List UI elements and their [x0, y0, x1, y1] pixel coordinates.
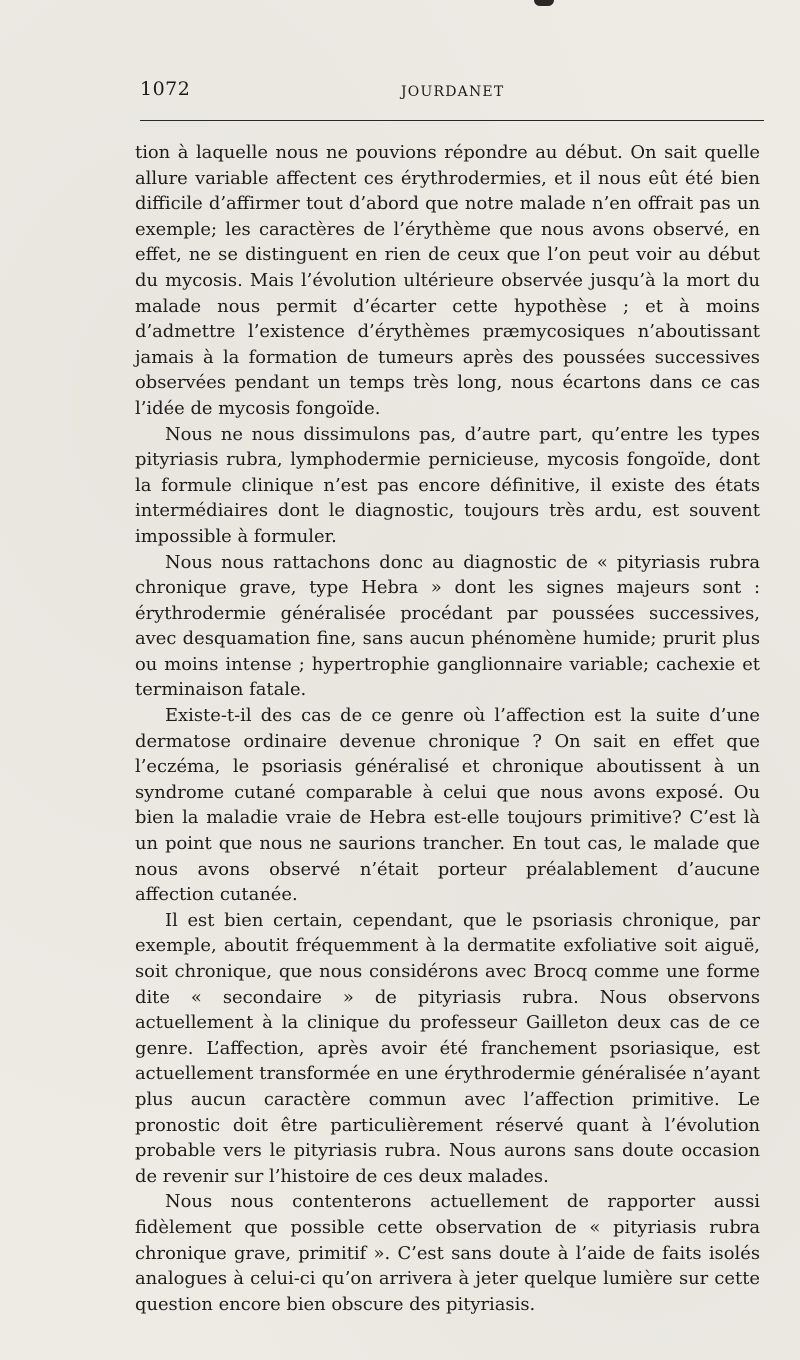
paragraph: Il est bien certain, cependant, que le psoriasis chronique, par exemple, aboutit fréquemment à la dermatite exfoliative soit aiguë, soit chronique, que nous considérons avec Brocq comme une forme dite « secondaire » de pityriasis rubra. Nous observons actuellement à la clinique du professeur Gailleton deux cas de ce genre. L’affection, après avoir été franchement psoriasique, est actuellement transformée en une érythrodermie généralisée n’ayant plus aucun caractère commun avec l’affection primitive. Le pronostic doit être particulièrement réservé quant à l’évolution probable vers le pityriasis rubra. Nous aurons sans doute occasion de revenir sur l’histoire de ces deux malades. — [135, 909, 760, 1187]
paragraph: Nous nous rattachons donc au diagnostic de « pityriasis rubra chronique grave, type Hebra » dont les signes majeurs sont : érythrodermie généralisée procédant par poussées successives, avec desquamation fine, sans aucun phénomène humide; prurit plus ou moins intense ; hypertrophie ganglionnaire variable; cachexie et terminaison fatale. — [135, 551, 760, 701]
paragraph: Existe-t-il des cas de ce genre où l’affection est la suite d’une dermatose ordinaire devenue chronique ? On sait en effet que l’eczéma, le psoriasis généralisé et chronique aboutissent à un syndrome cutané comparable à celui que nous avons exposé. Ou bien la maladie vraie de Hebra est-elle toujours primitive? C’est là un point que nous ne saurions trancher. En tout cas, le malade que nous avons observé n’était porteur préalablement d’aucune affection cutanée. — [135, 705, 760, 906]
paragraph: Nous nous contenterons actuellement de rapporter aussi fidèlement que possible cette observation de « pityriasis rubra chronique grave, primitif ». C’est sans doute à l’aide de faits isolés analogues à celui-ci qu’on arrivera à jeter quelque lumière sur cette question encore bien obscure des pityriasis. — [135, 1191, 760, 1315]
header-rule — [140, 120, 764, 121]
page-header — [140, 78, 762, 106]
paragraph: Nous ne nous dissimulons pas, d’autre part, qu’entre les types pityriasis rubra, lymphodermie pernicieuse, mycosis fongoïde, dont la formule clinique n’est pas encore définitive, il existe des états intermédiaires dont le diagnostic, toujours très ardu, est souvent impossible à formuler. — [135, 423, 760, 547]
page-number: 1072 — [140, 78, 191, 100]
running-head: JOURDANET — [401, 84, 505, 100]
body-text — [135, 140, 760, 1317]
ink-mark — [534, 0, 554, 6]
paragraph: tion à laquelle nous ne pouvions répondre au début. On sait quelle allure variable affectent ces érythrodermies, et il nous eût été bien difficile d’affirmer tout d’abord que notre malade n’en offrait pas un exemple; les caractères de l’érythème que nous avons observé, en effet, ne se distinguent en rien de ceux que l’on peut voir au début du mycosis. Mais l’évolution ultérieure observée jusqu’à la mort du malade nous permit d’écarter cette hypothèse ; et à moins d’admettre l’existence d’érythèmes præmycosiques n’aboutissant jamais à la formation de tumeurs après des poussées successives observées pendant un temps très long, nous écartons dans ce cas l’idée de mycosis fongoïde. — [135, 142, 760, 419]
